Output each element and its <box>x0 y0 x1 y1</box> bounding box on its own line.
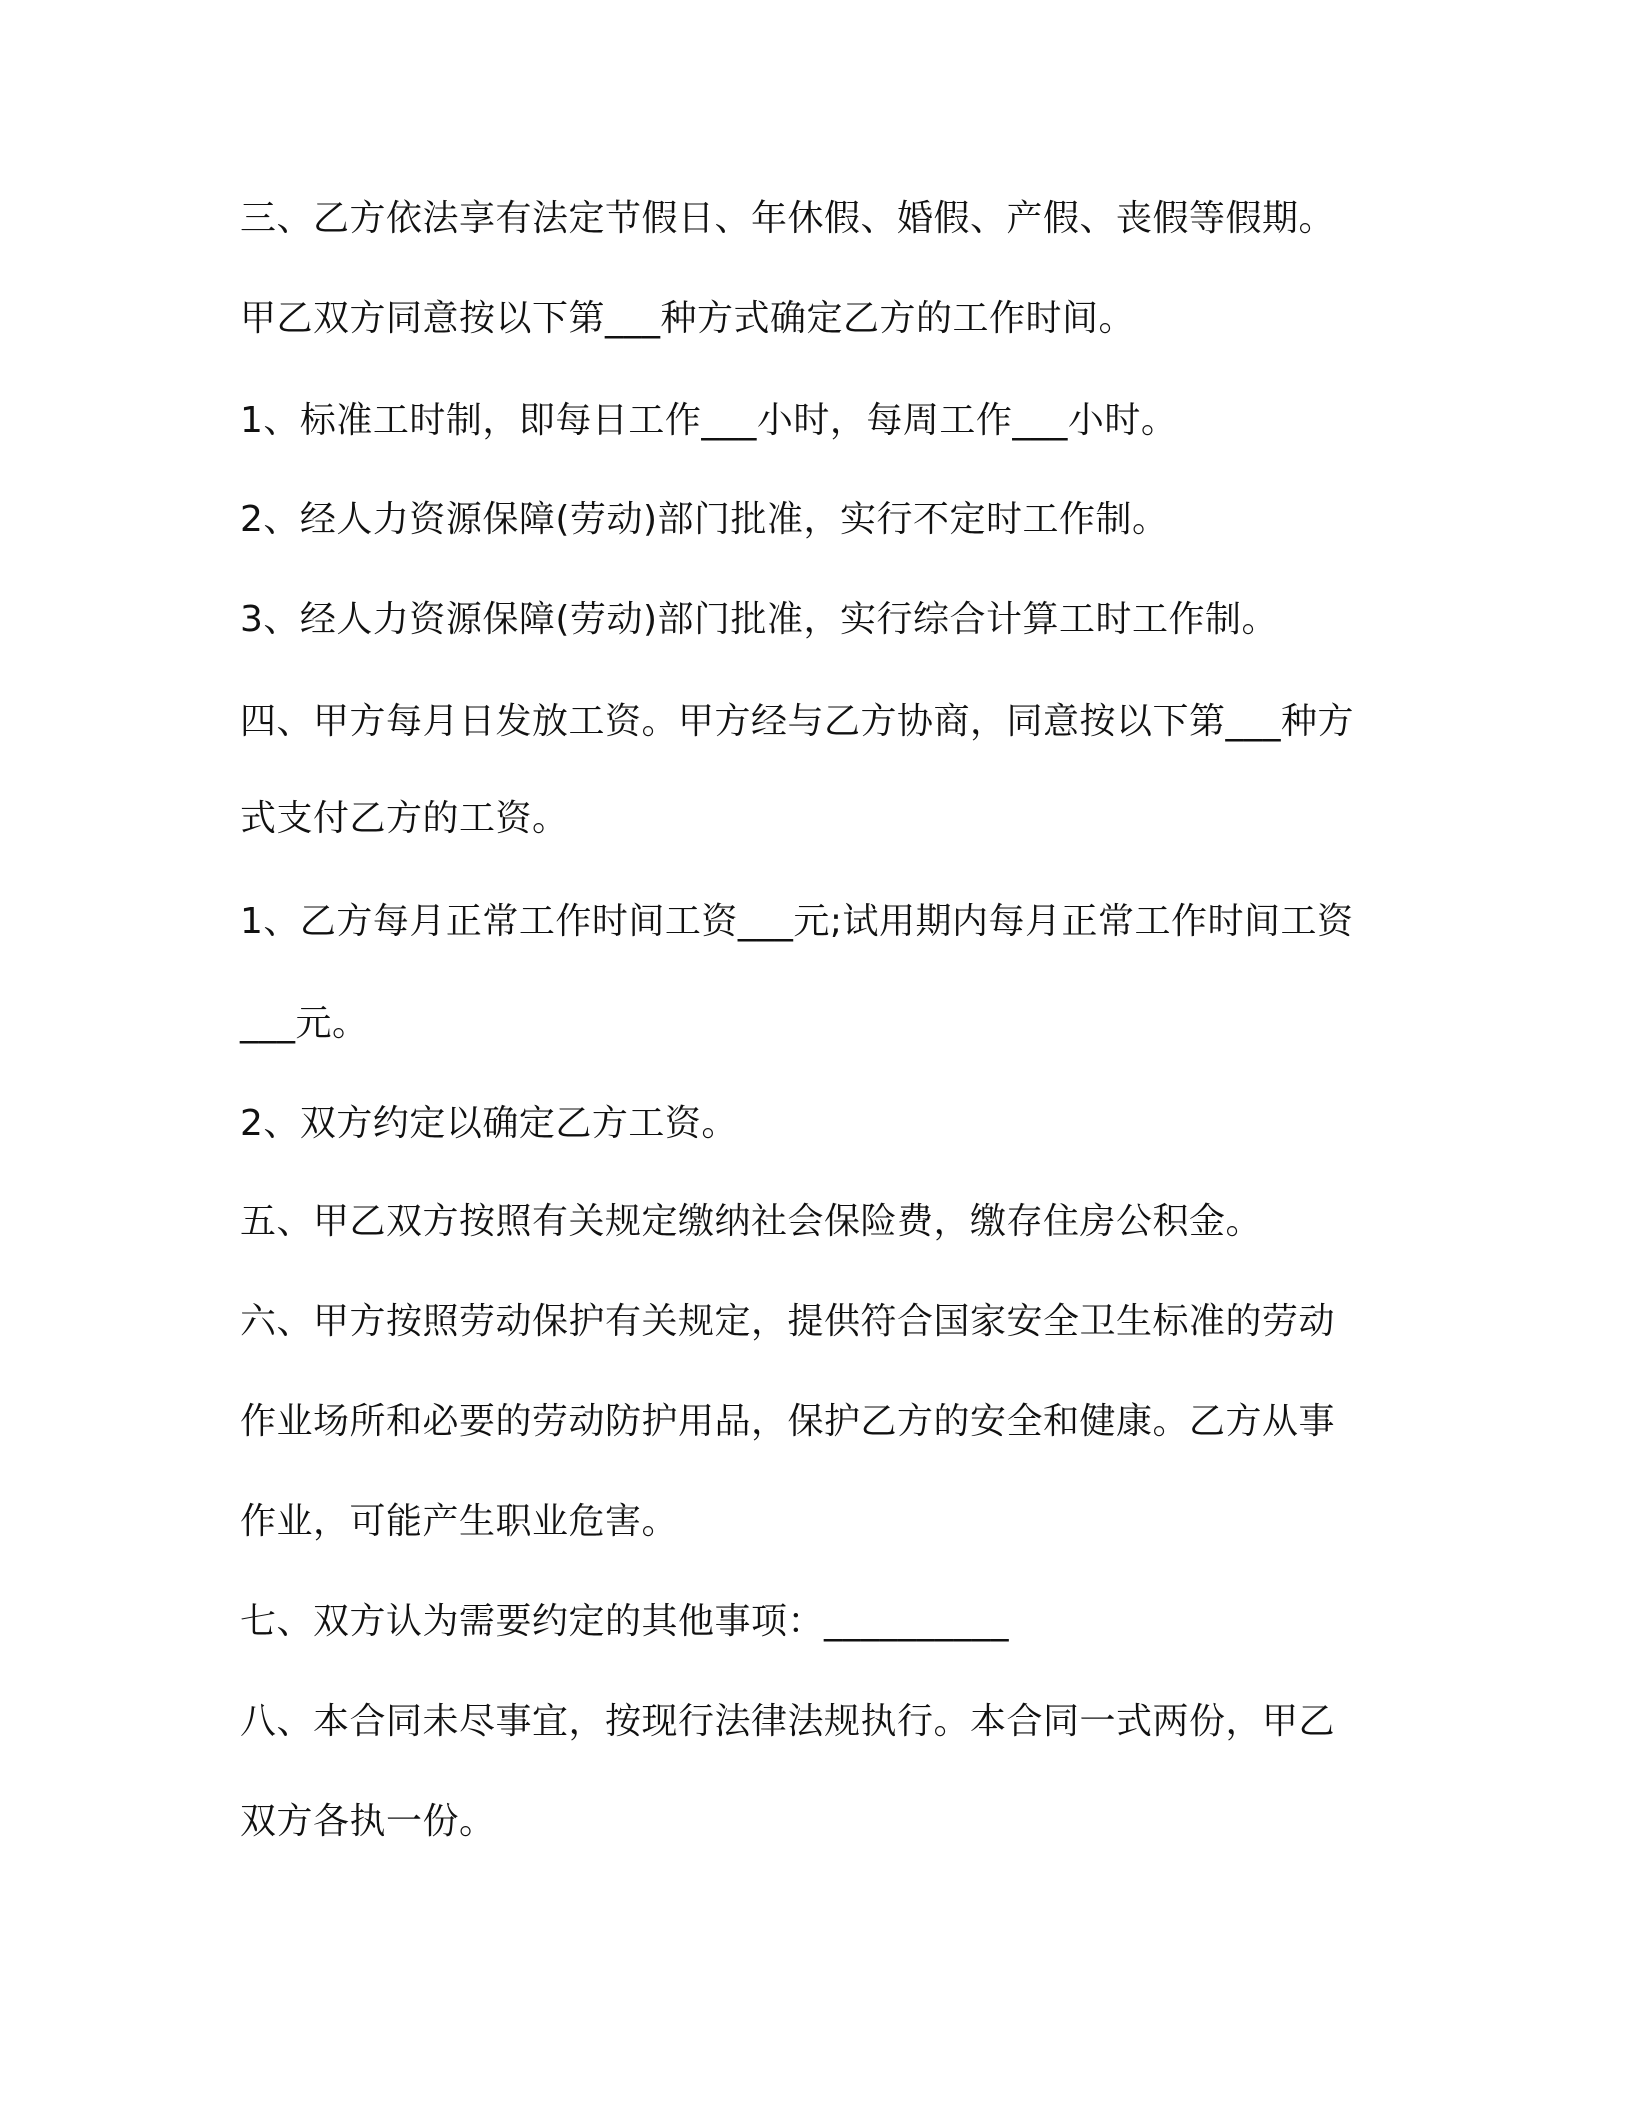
clause-6-protection-line-2: 作业场所和必要的劳动防护用品，保护乙方的安全和健康。乙方从事 <box>240 1401 1336 1442</box>
clause-4-wages-line-2: 式支付乙方的工资。 <box>240 798 569 839</box>
clause-6-protection-line-3: 作业，可能产生职业危害。 <box>240 1501 679 1542</box>
clause-4-wages-line-1: 四、甲方每月日发放工资。甲方经与乙方协商，同意按以下第___种方 <box>240 701 1355 742</box>
agreed-wage-option: 2、双方约定以确定乙方工资。 <box>240 1103 738 1144</box>
clause-7-other-matters: 七、双方认为需要约定的其他事项：__________ <box>240 1601 1010 1642</box>
flexible-hours-option: 2、经人力资源保障(劳动)部门批准，实行不定时工作制。 <box>240 499 1169 540</box>
clause-6-protection-line-1: 六、甲方按照劳动保护有关规定，提供符合国家安全卫生标准的劳动 <box>240 1301 1336 1342</box>
monthly-wage-line-2: ___元。 <box>240 1003 369 1044</box>
clause-8-copies-line-2: 双方各执一份。 <box>240 1801 496 1842</box>
clause-3-holidays: 三、乙方依法享有法定节假日、年休假、婚假、产假、丧假等假期。 <box>240 198 1336 239</box>
standard-hours-option: 1、标准工时制，即每日工作___小时，每周工作___小时。 <box>240 400 1178 441</box>
monthly-wage-line-1: 1、乙方每月正常工作时间工资___元;试用期内每月正常工作时间工资 <box>240 901 1354 942</box>
comprehensive-hours-option: 3、经人力资源保障(劳动)部门批准，实行综合计算工时工作制。 <box>240 599 1278 640</box>
working-time-method: 甲乙双方同意按以下第___种方式确定乙方的工作时间。 <box>240 298 1136 339</box>
clause-5-insurance: 五、甲乙双方按照有关规定缴纳社会保险费，缴存住房公积金。 <box>240 1201 1263 1242</box>
clause-8-copies-line-1: 八、本合同未尽事宜，按现行法律法规执行。本合同一式两份，甲乙 <box>240 1701 1336 1742</box>
